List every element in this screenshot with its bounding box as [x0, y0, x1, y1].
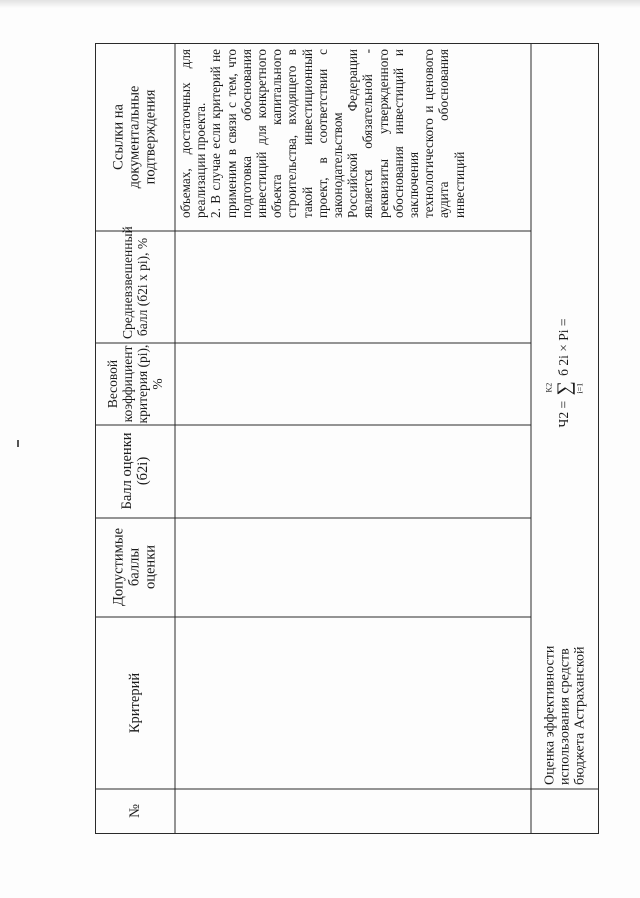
- criteria-table: [95, 43, 599, 834]
- header-weighted-score: Средневзвешенный балл (б2i х рi), %: [119, 226, 150, 339]
- scan-speck: [17, 440, 19, 447]
- evidence-list: [208, 49, 466, 218]
- evidence-lead: объемах, достаточных для реализации проекта.: [178, 49, 209, 218]
- formula-lhs: Ч2 =: [556, 400, 572, 428]
- references-cell-text: [178, 49, 467, 218]
- header-allowed-scores: Допустимые баллы оценки: [110, 527, 160, 607]
- header-references: Ссылки на документальные подтверждения: [110, 85, 160, 189]
- header-criterion: Критерий: [126, 672, 143, 734]
- sum-symbol: ∑ K2 i=1: [544, 381, 585, 396]
- sum-upper-limit: K2: [544, 382, 554, 393]
- header-weight: Весовой коэффициент критерия (рi), %: [104, 344, 166, 424]
- efficiency-formula: [544, 318, 585, 428]
- formula-rhs: б 2i × Pi =: [556, 318, 572, 376]
- evidence-item: 2. В случае если критерий не применим в связи с тем, что подготовка обоснования инвестиций для конкретного объекта капитального строительства, входящего в такой инвестиционный проект, в соответствии с законодательством Российской Федерации является обязательной - реквизиты утвержденного обоснования инвестиций и заключения технологического и ценового аудита обоснования инвестиций: [208, 49, 467, 218]
- scan-top-edge: [0, 0, 640, 8]
- sum-lower-limit: i=1: [575, 382, 585, 394]
- header-number: №: [126, 804, 143, 818]
- footer-label: Оценка эффективности использования средств бюджета Астраханской: [542, 645, 588, 785]
- header-score: Балл оценки (б2i): [118, 432, 151, 510]
